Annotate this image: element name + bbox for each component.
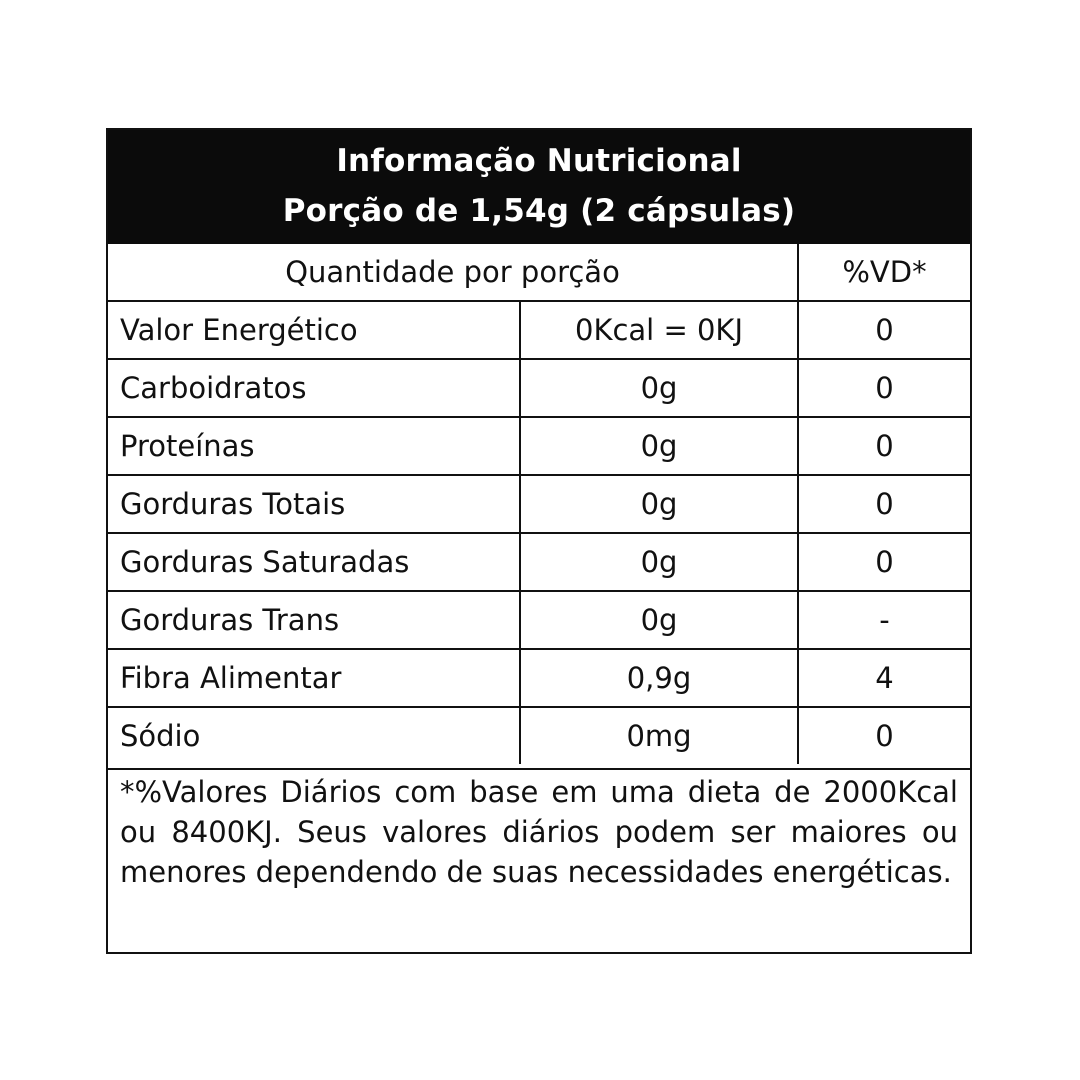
- quantity-per-serving-header: Quantidade por porção: [285, 255, 620, 289]
- serving-size: Porção de 1,54g (2 cápsulas): [282, 193, 796, 229]
- nutrient-daily-value: 4: [798, 649, 970, 707]
- nutrition-header: [108, 130, 970, 244]
- nutrient-amount: 0g: [520, 591, 798, 649]
- nutrient-amount: 0g: [520, 417, 798, 475]
- table-row: [108, 649, 970, 707]
- nutrition-title: Informação Nutricional: [336, 143, 742, 179]
- nutrient-daily-value: 0: [798, 301, 970, 359]
- nutrient-amount: 0,9g: [520, 649, 798, 707]
- nutrient-daily-value: 0: [798, 417, 970, 475]
- nutrient-daily-value: 0: [798, 707, 970, 764]
- nutrient-amount: 0mg: [520, 707, 798, 764]
- table-header-row: [108, 244, 970, 301]
- table-row: [108, 533, 970, 591]
- nutrient-name: Sódio: [108, 707, 520, 764]
- nutrient-amount: 0Kcal = 0KJ: [520, 301, 798, 359]
- nutrient-name: Fibra Alimentar: [108, 649, 520, 707]
- table-row: [108, 475, 970, 533]
- nutrient-name: Valor Energético: [108, 301, 520, 359]
- nutrition-facts-label: [106, 128, 972, 954]
- table-row: [108, 591, 970, 649]
- daily-value-header: %VD*: [798, 244, 970, 301]
- daily-values-footnote: *%Valores Diários com base em uma dieta de 2000Kcal ou 8400KJ. Seus valores diários podem ser maiores ou menores dependendo de suas necessidades energéticas.: [120, 775, 958, 889]
- footnote-divider: [108, 768, 970, 770]
- table-row: [108, 707, 970, 764]
- nutrition-table: [108, 244, 970, 764]
- nutrient-amount: 0g: [520, 533, 798, 591]
- nutrient-name: Proteínas: [108, 417, 520, 475]
- nutrient-amount: 0g: [520, 359, 798, 417]
- nutrient-daily-value: 0: [798, 475, 970, 533]
- nutrient-name: Carboidratos: [108, 359, 520, 417]
- nutrient-name: Gorduras Trans: [108, 591, 520, 649]
- nutrient-daily-value: 0: [798, 533, 970, 591]
- table-row: [108, 301, 970, 359]
- table-row: [108, 417, 970, 475]
- nutrient-daily-value: 0: [798, 359, 970, 417]
- table-row: [108, 359, 970, 417]
- nutrient-amount: 0g: [520, 475, 798, 533]
- nutrient-name: Gorduras Totais: [108, 475, 520, 533]
- nutrient-name: Gorduras Saturadas: [108, 533, 520, 591]
- nutrient-daily-value: -: [798, 591, 970, 649]
